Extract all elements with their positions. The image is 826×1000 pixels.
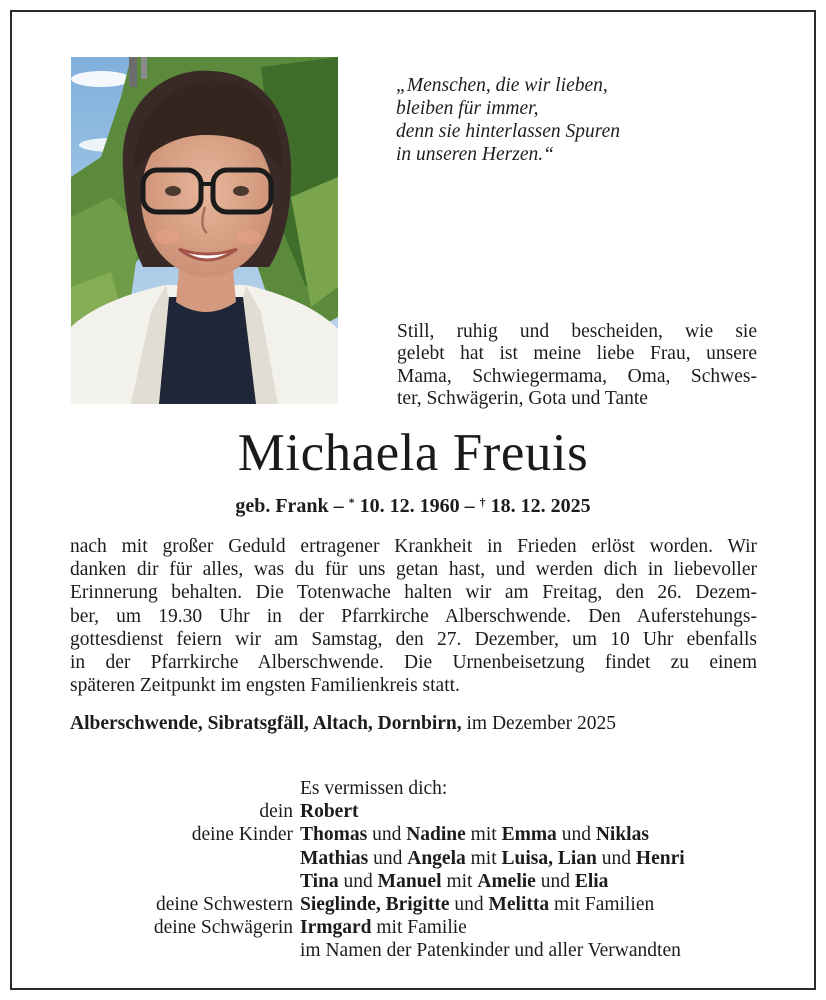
mourner-row-closing: [0, 939, 826, 962]
relation-label: deine Schwestern: [156, 893, 293, 915]
connector: und: [535, 870, 575, 892]
grandchild-names: Emma: [501, 824, 557, 846]
partner-name: Nadine: [406, 824, 466, 846]
connector: und: [367, 824, 407, 846]
body-line: nach mit großer Geduld ertragener Krankheit in Frieden erlöst worden. Wir: [70, 536, 757, 557]
body-line: in der Pfarrkirche Alberschwende. Die Urnenbeisetzung findet zu einem: [70, 652, 757, 674]
grandchild-names: Luisa, Lian: [501, 847, 597, 869]
death-date: 18. 12. 2025: [485, 495, 591, 517]
family-suffix: mit Familien: [549, 893, 655, 915]
mourner-row-sister-in-law: [0, 916, 826, 939]
deceased-name: Michaela Freuis: [237, 424, 589, 482]
partner-name: Manuel: [377, 870, 442, 892]
places: Alberschwende, Sibratsgfäll, Altach, Dornbirn,: [70, 713, 462, 734]
mourner-row-sisters: [0, 893, 826, 916]
connector: mit: [465, 847, 502, 869]
body-line: ber, um 19.30 Uhr in der Pfarrkirche Alberschwende. Den Auferstehungs-: [70, 605, 757, 627]
grandchild-name: Elia: [574, 870, 609, 892]
quote-line: „Menschen, die wir lieben,: [396, 75, 608, 96]
connector: und: [368, 847, 408, 869]
mourners-heading: Es vermissen dich:: [300, 778, 448, 799]
mourners-list: [0, 777, 826, 963]
intro-line: ter, Schwägerin, Gota und Tante: [397, 387, 648, 409]
maiden-name: geb. Frank –: [235, 495, 349, 517]
closing-line: im Namen der Patenkinder und aller Verwandten: [300, 940, 681, 962]
husband-name: Robert: [300, 801, 359, 823]
connector: mit: [441, 870, 478, 892]
life-dates: [0, 490, 826, 518]
birth-symbol: *: [348, 495, 355, 509]
child-name: Mathias: [300, 847, 369, 869]
sister-in-law-name: Irmgard: [300, 917, 372, 939]
mourner-row-children: [0, 823, 826, 846]
birth-date: 10. 12. 1960 –: [354, 495, 480, 517]
mourner-row-children: [0, 847, 826, 870]
intro-line: Mama, Schwiegermama, Oma, Schwes-: [397, 365, 757, 387]
mourner-names: [300, 916, 467, 939]
mourner-row-husband: [0, 800, 826, 823]
mourners-heading-row: [0, 777, 826, 800]
mourner-names: [300, 800, 358, 823]
intro-line: gelebt hat ist meine liebe Frau, unsere: [397, 343, 757, 365]
mourner-names: [300, 823, 649, 846]
connector: mit: [465, 824, 502, 846]
mourner-names: [300, 847, 685, 870]
place-and-date: [70, 712, 770, 736]
body-line: danken dir für alles, was du für uns getan hast, und werden dich in liebevoller: [70, 559, 757, 581]
memorial-quote: [396, 74, 796, 166]
body-line: Erinnerung behalten. Die Totenwache halten wir am Freitag, den 26. Dezem-: [70, 582, 757, 604]
body-line: späteren Zeitpunkt im engsten Familienkreis statt.: [70, 675, 460, 697]
death-symbol: †: [479, 495, 486, 509]
family-suffix: mit Familie: [371, 917, 467, 939]
connector: und: [449, 893, 489, 915]
relation-label: deine Kinder: [191, 824, 293, 846]
connector: und: [338, 870, 378, 892]
mourner-row-children: [0, 870, 826, 893]
grandchild-name: Henri: [635, 847, 685, 869]
announcement-text: [70, 535, 757, 697]
intro-line: Still, ruhig und bescheiden, wie sie: [397, 321, 757, 342]
sister-name: Melitta: [488, 893, 550, 915]
notice-date: im Dezember 2025: [461, 713, 616, 734]
quote-line: in unseren Herzen.“: [396, 144, 554, 165]
relation-label: dein: [259, 801, 293, 823]
quote-line: denn sie hinterlassen Spuren: [396, 121, 621, 142]
grandchild-names: Amelie: [477, 870, 536, 892]
child-name: Tina: [300, 870, 339, 892]
connector: und: [596, 847, 636, 869]
sister-names: Sieglinde, Brigitte: [300, 893, 450, 915]
quote-line: bleiben für immer,: [396, 98, 539, 119]
mourner-names: [300, 870, 608, 893]
connector: und: [556, 824, 596, 846]
mourner-names: [300, 893, 654, 916]
partner-name: Angela: [407, 847, 466, 869]
intro-text: [397, 321, 757, 410]
grandchild-name: Niklas: [595, 824, 649, 846]
relation-label: deine Schwägerin: [153, 917, 293, 939]
body-line: gottesdienst feiern wir am Samstag, den 27. Dezember, um 10 Uhr ebenfalls: [70, 628, 757, 650]
portrait-photo: [71, 57, 338, 404]
child-name: Thomas: [300, 824, 368, 846]
